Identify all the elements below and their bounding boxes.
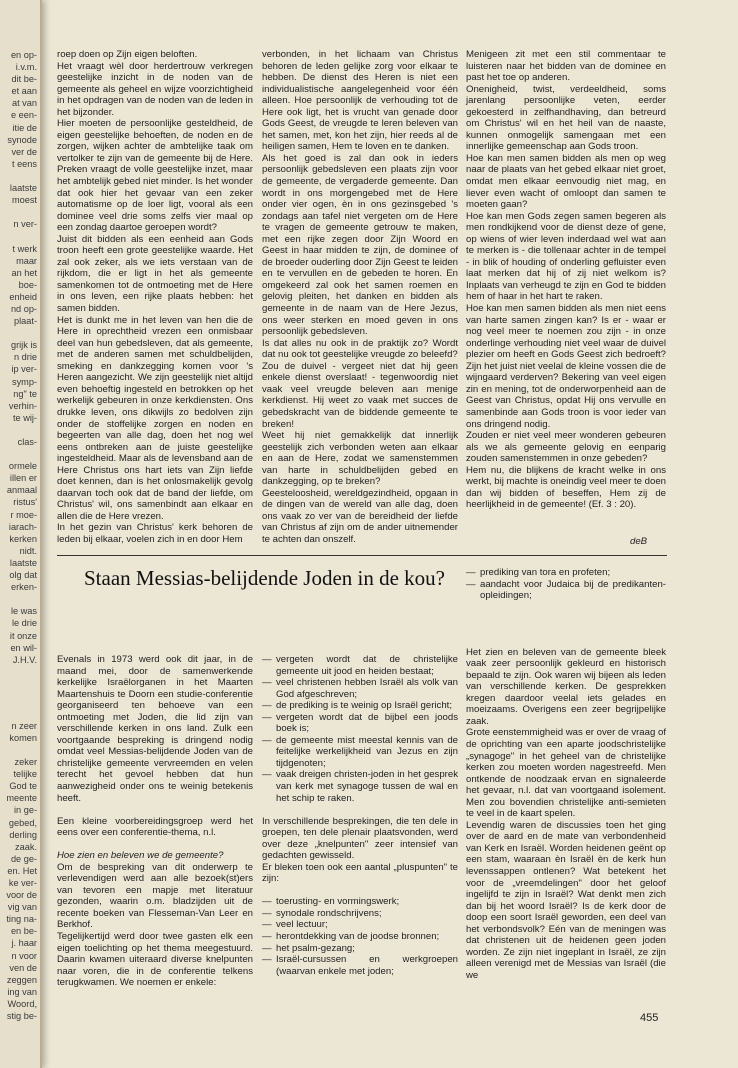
subheading [57,850,253,862]
paragraph: Hoe kan men Gods zegen samen begeren als men rondkijkend voor de dienst deze of gene, op wiens of wier leven inderdaad wel wat aan te merken is - die tollenaar achter in de tempel - in blik of houding of onderling gefluister even laat merken dat hij of zij niet welkom is? Inplaats van verheugd te zijn en God te bidden hem of haar in het hart te raken. [466,210,666,303]
list-item: — synodale rondschrijvens; [262,908,458,920]
paragraph: In verschillende besprekingen, die ten dele in groepen, ten dele plenair plaatsvonden, werd over deze „knelpunten" zeer intensief van gedachten gewisseld. [262,815,458,862]
page-number: 455 [640,1012,659,1024]
paragraph: roep doen op Zijn eigen beloften. [57,49,198,60]
article-column-2 [262,654,458,977]
list-item: — het psalm-gezang; [262,943,458,955]
paragraph: Zouden er niet veel meer wonderen gebeuren als we als gemeente gelovig en eenparig zouden samenstemmen in onze gebeden? [466,430,666,465]
author-signature: deB [630,536,648,547]
list-item: — veel christenen hebben Israël als volk van God afgeschreven; [262,677,458,700]
paragraph: Levendig waren de discussies toen het ging over de aard en de mate van verbondenheid van Kerk en Israël. Worden heidenen geënt op een stam, waaraan èn Israël èn de kerk hun levenssappen ontlenen? Wat betekent het voor de „vreemdelingen" door het geloof ingelijfd te zijn in Israël? Wat denkt men zich dan bij het woord Israël? Is de kerk door de doop een soort Israël geworden, een deel van het verbondsvolk? Eén van de meningen was dat christenen uit de heidenen geen joden worden. Ze zijn niet ingeplant in Israël, ze zijn alleen verenigd met de Messias van Israël (die we [466,819,666,981]
paragraph: Om de bespreking van dit onderwerp te verlevendigen werd aan alle bezoek(st)ers van tevoren een mapje met literatuur gezonden, waarin o.m. bladzijden uit de recente boeken van Flesseman-Van Leer en Berkhof. [57,861,253,931]
paragraph: Een kleine voorbereidingsgroep werd het eens over een conferentie-thema, n.l. [57,815,253,839]
paragraph: Hoe kan men samen bidden als men op weg naar de plaats van het gebed elkaar niet groet, omdat men elkaar eenvoudig niet mag, en liever even wacht of omloopt dan samen te moeten gaan? [466,152,666,211]
paragraph: Is dat alles nu ook in de praktijk zo? Wordt dat nu ook tot geestelijke vreugde zo beleefd? [262,337,458,361]
paragraph: Zou de duivel - vergeet niet dat hij geen enkele dienst overslaat! - tegenwoordig niet vaak veel vreugde beleven aan menige kerkdienst. Hij weet zo vaak met succes de gebedskracht van de biddende gemeente te breken! [262,360,458,430]
article-title: Staan Messias-belijdende Joden in de kou? [84,566,445,590]
list-item: — de prediking is te weinig op Israël gericht; [262,700,458,712]
list-item: — vergeten wordt dat de christelijke gemeente uit jood en heiden bestaat; [262,654,458,677]
article-column-3 [466,567,666,982]
paragraph: Weet hij niet gemakkelijk dat innerlijk geestelijk zich verbonden weten aan elkaar en aan de Here, zodat we samenstemmen van harte in schuldbelijden gebed en dankzegging, op te breken? [262,430,458,488]
paragraph: Hoe kan men samen bidden als men niet eens van harte samen zingen kan? Is er - waar er nog veel meer te noemen zou zijn - in onze onderlinge verhouding niet veel waar de duivel plezier om heeft en Gods Geest zich bedroeft? Zijn het juist niet veelal de kleine vossen die de wijngaard verderven? Bekering van veel eigen zin en mening, tot de onderworpenheid aan de Geest van Christus, opdat Hij ons vervulle en samenbinde aan Gods troon is voor ieder van ons dringend nodig. [466,303,666,430]
paragraph: Hier moeten de persoonlijke gesteldheid, de eigen geestelijke behoeften, de noden en de zorgen, wijken achter de ambtelijke taak om vertolker te zijn van de gemeente bij de Here. Preken vraagt de volle geestelijke inzet, maar het ambtelijk gebed niet minder. Is het wonder dat ook hier het gevaar van een zeker automatisme op de loer ligt, vooral als een dominee veel drie soms zelfs vier maal op een zondag daartoe geroepen wordt? [57,118,253,234]
list-item: — vergeten wordt dat de bijbel een joods boek is; [262,712,458,735]
pluspunten-list [262,896,458,977]
paragraph: Evenals in 1973 werd ook dit jaar, in de maand mei, door de samenwerkende kerkelijke Israëlorganen in het Maarten Maartenshuis te Doorn een studie-conferentie georganiseerd ten behoeve van een ontmoeting met Joden, die lid zijn van verschillende kerken in ons land. Zulk een voortgaande bespreking is dringend nodig omdat veel Messias-belijdende Joden van de christelijke gemeente vervreemden en velen terecht het gevoel hebben dat hun aanwezigheid onder ons te weinig betekenis heeft. [57,654,253,804]
paragraph: Het zien en beleven van de gemeente bleek vaak zeer persoonlijk gekleurd en historisch bepaald te zijn. Ook waren wij bijeen als leden van verschillende kerken. De gesprekken kregen daardoor veelal iets gelades en moeizaams. Overigens een zeer begrijpelijke zaak. [466,646,666,727]
edge-fragments: en op- i.v.m. dit be- et aan at van e een- itie de synode ver de t eens laatste moest n ver- t werk maar an het boe- enheid nd op- plaat- grijk is n drie ip ver- symp- ng" te verhin- te wij- clas- ormele illen er anmaal ristus' r moe- iarach- kerken nidt. laatste olg dat erken- le was le drie it onze en wil- J.H.V. [6,50,37,665]
list-item: — vaak dreigen christen-joden in het gesprek van kerk met synagoge tussen de wal en het schip te raken. [262,769,458,804]
paragraph: Menigeen zit met een stil commentaar te luisteren naar het bidden van de dominee en past het toe op anderen. [466,49,666,84]
previous-page-edge [0,0,42,1068]
knelpunten-list [262,654,458,804]
list-item: — veel lectuur; [262,919,458,931]
top-column-3 [466,49,666,511]
list-item: — prediking van tora en profeten; [466,567,666,579]
paragraph: Als het goed is zal dan ook in ieders persoonlijk gebedsleven een plaats zijn voor de gemeente, de vergaderde gemeente. Dan wordt in ons morgengebed met de Here onder vier ogen, èn in ons gezinsgebed 's zondags aan tafel niet vergeten om de Here te vragen de gemeente getrouw te maken, met een rijke zegen door Zijn Woord en Geest in haar midden te zijn, de dominee of de broeder ouderling door Zijn Geest te leiden en te vervullen en de gebeden te horen. En omgekeerd zal ook het samen roemen en gelovig pleiten, het danken en bidden als gemeente in de naam van de Here Jezus, ons weer sterken en moed geven in ons persoonlijk gebedsleven. [262,152,458,338]
paragraph: In het gezin van Christus' kerk behoren de leden bij elkaar, voelen zich in en door Hem [57,522,253,545]
top-column-2 [262,49,458,546]
paragraph: Tegelijkertijd werd door twee gasten elk een eigen toelichting op het thema meegestuurd. Daarin kwamen uiteraard diverse knelpunten naar voren, die in de conferentie telkens terugkwamen. We noemen er enkele: [57,931,253,989]
paragraph: Er bleken toen ook een aantal „pluspunten" te zijn: [262,861,458,885]
top-column-1 [57,49,253,546]
list-item: — aandacht voor Judaica bij de predikanten-opleidingen; [466,579,666,602]
paragraph: Het is dunkt me in het leven van hen die de Here in oprechtheid vrezen een onmisbaar deel van hun gebedsleven, dat als gemeente, met de anderen samen met schuldbelijden, smeking en dankzegging komen voor 's Heren aangezicht. We zijn geestelijk niet altijd even behoeftig ingesteld en betrokken op het werkelijk gebeuren in onze kerkdiensten. Ons drukke leven, ons dikwijls zo bedolven zijn onder de stoffelijke zorgen en noden en begeerten van alle dag, doen het nog wel eens ontbreken aan de juiste geestelijke ingesteldheid. Maar als de levensband aan de Here Christus ons hart iets van Zijn liefde doet kennen, dan is het onlosmakelijk gevolg daarvan toch ook dat de band der liefde, om Christus' wil, ons samenbindt aan elkaar en allen die de Here vrezen. [57,314,253,522]
article-column-1 [57,654,253,989]
paragraph: verbonden, in het lichaam van Christus behoren de leden gelijke zorg voor elkaar te hebben. De dienst des Heren is niet een individualistische aangelegenheid voor één alleen. Hoe persoonlijk de verhouding tot de Here ook ligt, het is vrucht van genade door Gods Geest, de vreugde te leren beleven van het samen, met, kon het zijn, hier reeds al de heiligen samen, Hem te loven en te danken. [262,49,458,153]
paragraph: Het vraagt wèl door herdertrouw verkregen geestelijke inzicht in de noden van de gemeente als geheel en wijze voorzichtigheid in het opdragen van de noden van de leden in het bijzonder. [57,60,253,118]
paragraph: Hem nu, die blijkens de kracht welke in ons werkt, bij machte is oneindig veel meer te doen dan wij bidden of beseffen, Hem zij de heerlijkheid in de gemeente! (Ef. 3 : 20). [466,464,666,511]
list-item: — Israël-cursussen en werkgroepen (waarvan enkele met joden; [262,954,458,977]
list-item: — toerusting- en vormingswerk; [262,896,458,908]
pluspunten-list-continued [466,567,666,602]
paragraph: Grote eenstemmigheid was er over de vraag of de oprichting van een aparte joodschristelijke „synagoge" in het geheel van de christelijke kerken zou moeten worden nagestreefd. Men ontkende de noodzaak ervan en signaleerde het gevaar, n.l. dat van voortgaand isolement. Men zou bovendien christelijke anti-semieten te veel in de kaart spelen. [466,727,666,820]
list-item: — herontdekking van de joodse bronnen; [262,931,458,943]
paragraph: Onenigheid, twist, verdeeldheid, soms jarenlang persoonlijke veten, eerder gekoesterd in zelfhandhaving, dan betreurd om Christus' wil en het heil van de naaste, kunnen onmogelijk samengaan met een innerlijke gemeenschap aan Gods troon. [466,83,666,153]
section-divider [57,555,667,556]
list-item: — de gemeente mist meestal kennis van de feitelijke werkelijkheid van Jezus en zijn tijdgenoten; [262,735,458,770]
edge-fragments-lower: n zeer komen zeker telijke God te meente in ge- gebed, derling zaak. de ge- en. Het ke ver- voor de vig van ting na- en be- j. haar n voor ven de zeggen ing van Woord, stig be- [6,720,37,1022]
paragraph: Juist dit bidden als een eenheid aan Gods troon heeft een grote geestelijke waarde. Het zal ook zeker, als we iets verstaan van de rijkdom, die er ligt in het als gemeente samenkomen tot de ontmoeting met de Here in ons leven, een rijke plaats hebben: het samen bidden. [57,233,253,315]
paragraph: Geesteloosheid, wereldgezindheid, opgaan in de dingen van de wereld van alle dag, doen ons vaak zo ver van de bereidheid der liefde van Christus af zijn om de ander uitnemender te achten dan onszelf. [262,487,458,545]
subheading-text: Hoe zien en beleven we de gemeente? [57,850,224,862]
